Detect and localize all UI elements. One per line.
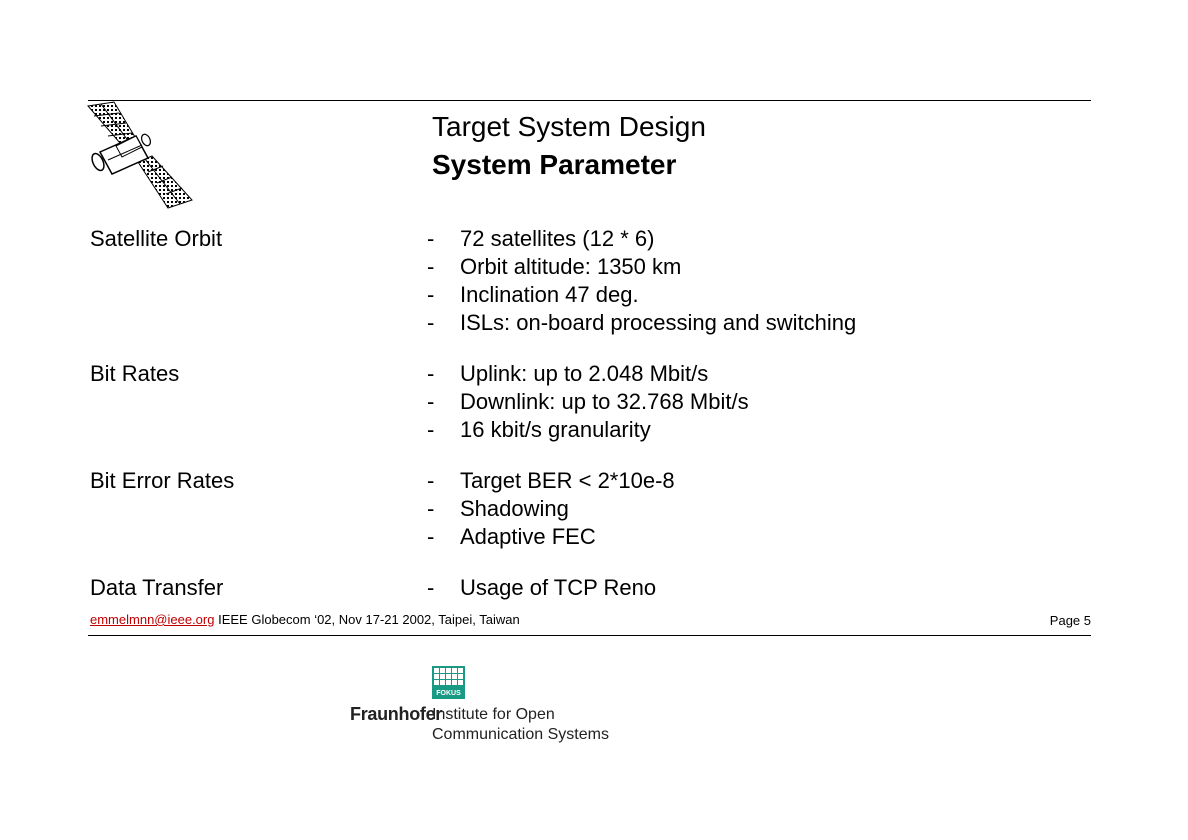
logo-mark-text: FOKUS <box>436 690 461 697</box>
bullet-item <box>427 495 675 523</box>
bullet-item <box>427 225 856 253</box>
institute-name-line1: Institute for Open <box>432 706 555 723</box>
section-label: Satellite Orbit <box>90 226 223 251</box>
bullet-dash: - <box>427 254 435 279</box>
slide-title: Target System Design <box>432 111 706 142</box>
bullet-text: Inclination 47 deg. <box>460 282 639 307</box>
bullet-item <box>427 360 749 388</box>
bullet-item <box>427 416 749 444</box>
bullet-item <box>427 281 856 309</box>
bullet-dash: - <box>427 524 435 549</box>
bullet-dash: - <box>427 361 435 386</box>
bullet-text: Usage of TCP Reno <box>460 575 657 600</box>
bullet-dash: - <box>427 417 435 442</box>
bullet-dash: - <box>427 575 435 600</box>
bullet-list <box>427 360 749 444</box>
fraunhofer-wordmark: Fraunhofer <box>350 704 443 724</box>
bullet-text: Adaptive FEC <box>460 524 596 549</box>
satellite-icon <box>86 100 196 212</box>
email-link[interactable]: emmelmnn@ieee.org <box>90 612 215 627</box>
bullet-text: 16 kbit/s granularity <box>460 417 651 442</box>
section-label: Bit Rates <box>90 361 180 386</box>
bullet-list <box>427 574 656 602</box>
institute-name-line2: Communication Systems <box>432 726 609 743</box>
bullet-dash: - <box>427 496 435 521</box>
bullet-list <box>427 467 675 551</box>
section-label: Data Transfer <box>90 575 224 600</box>
bullet-dash: - <box>427 310 435 335</box>
bullet-text: Shadowing <box>460 496 569 521</box>
slide-subtitle: System Parameter <box>432 149 677 180</box>
fokus-logo-icon <box>432 666 465 699</box>
bullet-text: 72 satellites (12 * 6) <box>460 226 655 251</box>
bullet-list <box>427 225 856 337</box>
footer-info <box>90 612 520 628</box>
page-number: Page 5 <box>1049 613 1091 628</box>
bullet-item <box>427 309 856 337</box>
bullet-dash: - <box>427 282 435 307</box>
bullet-dash: - <box>427 468 435 493</box>
bullet-text: Uplink: up to 2.048 Mbit/s <box>460 361 709 386</box>
bullet-text: ISLs: on-board processing and switching <box>460 310 857 335</box>
bullet-text: Target BER < 2*10e-8 <box>460 468 675 493</box>
top-divider <box>88 100 1091 101</box>
bottom-divider <box>88 635 1091 636</box>
bullet-item <box>427 388 749 416</box>
conference-text: IEEE Globecom ‘02, Nov 17-21 2002, Taipei, Taiwan <box>214 612 520 627</box>
section-label: Bit Error Rates <box>90 468 235 493</box>
bullet-item <box>427 253 856 281</box>
bullet-dash: - <box>427 389 435 414</box>
bullet-item <box>427 523 675 551</box>
bullet-item <box>427 574 656 602</box>
bullet-dash: - <box>427 226 435 251</box>
bullet-text: Orbit altitude: 1350 km <box>460 254 682 279</box>
bullet-text: Downlink: up to 32.768 Mbit/s <box>460 389 749 414</box>
bullet-item <box>427 467 675 495</box>
